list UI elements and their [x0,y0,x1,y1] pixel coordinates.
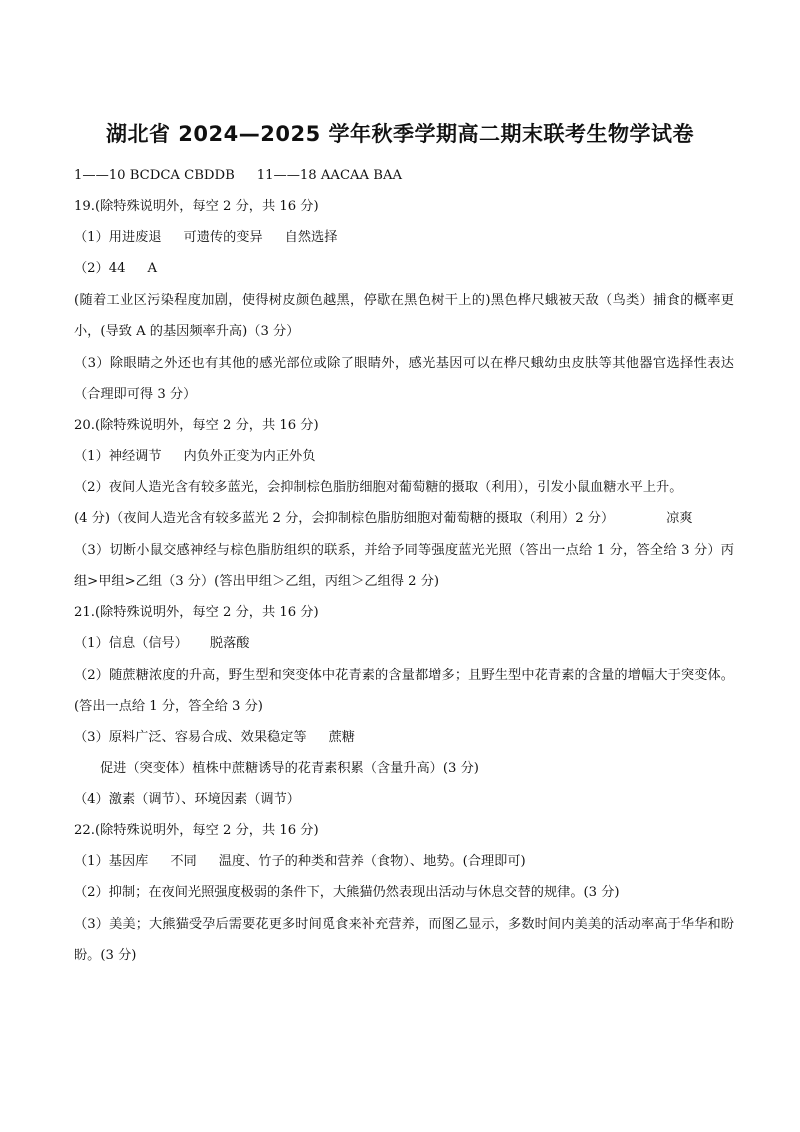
q21-part1 [74,634,734,654]
q19-part2-answer-a: （2）44 [74,261,126,276]
document-title: 湖北省 2024—2025 学年秋季学期高二期末联考生物学试卷 [105,122,694,146]
q19-part1-answer-b: 可遗传的变异 [183,230,263,245]
q21-part1-answer-a: （1）信息（信号） [74,636,188,651]
q21-part4: （4）激素（调节）、环境因素（调节） [74,792,300,807]
q19-header: 19.(除特殊说明外，每空 2 分，共 16 分) [74,199,319,214]
answer-content [74,166,734,977]
q21-part2: （2）随蔗糖浓度的升高，野生型和突变体中花青素的含量都增多；且野生型中花青素的含量的增幅大于突变体。(答出一点给 1 分，答全给 3 分) [74,668,734,714]
q21-part3-continued: 促进（突变体）植株中蔗糖诱导的花青素积累（含量升高）(3 分) [100,761,479,776]
q22-part1-answer-a: （1）基因库 [74,854,149,869]
q20-header: 20.(除特殊说明外，每空 2 分，共 16 分) [74,418,319,433]
q21-part3-answer-a: （3）原料广泛、容易合成、效果稳定等 [74,730,307,745]
q20-part2-scoring [74,509,734,529]
q21-header: 21.(除特殊说明外，每空 2 分，共 16 分) [74,605,319,620]
q20-part2-scoring-text: (4 分)（夜间人造光含有较多蓝光 2 分，会抑制棕色脂肪细胞对葡萄糖的摄取（利用）2 分） [74,511,615,526]
q22-part3: （3）美美；大熊猫受孕后需要花更多时间觅食来补充营养，而图乙显示，多数时间内美美的活动率高于华华和盼盼。(3 分) [74,917,734,963]
q19-part2-explanation: (随着工业区污染程度加剧，使得树皮颜色越黑，停歇在黑色树干上的)黑色桦尺蛾被天敌（鸟类）捕食的概率更小，(导致 A 的基因频率升高)（3 分） [74,293,734,339]
q21-part3-answer-b: 蔗糖 [328,730,355,745]
q19-part1-answer-a: （1）用进废退 [74,230,162,245]
mc-answers [74,166,734,186]
q20-part3: （3）切断小鼠交感神经与棕色脂肪组织的联系，并给予同等强度蓝光光照（答出一点给 1 分，答全给 3 分）丙组>甲组>乙组（3 分）(答出甲组＞乙组，丙组＞乙组得 2 分) [74,543,734,589]
q22-part1-answer-c: 温度、竹子的种类和营养（食物）、地势。(合理即可) [218,854,526,869]
q22-header: 22.(除特殊说明外，每空 2 分，共 16 分) [74,823,319,838]
q19-part2 [74,259,734,279]
q19-part1-answer-c: 自然选择 [284,230,338,245]
q22-part2: （2）抑制；在夜间光照强度极弱的条件下，大熊猫仍然表现出活动与休息交替的规律。(3 分) [74,885,620,900]
q22-part1-answer-b: 不同 [170,854,197,869]
q22-part1 [74,852,734,872]
q19-part1 [74,228,734,248]
q20-part1-answer-a: （1）神经调节 [74,449,162,464]
q20-part2-answer-b: 凉爽 [666,511,693,526]
q21-part3 [74,728,734,748]
q20-part1-answer-b: 内负外正变为内正外负 [183,449,316,464]
q21-part1-answer-b: 脱落酸 [209,636,250,651]
q20-part1 [74,447,734,467]
q20-part2: （2）夜间人造光含有较多蓝光，会抑制棕色脂肪细胞对葡萄糖的摄取（利用），引发小鼠血糖水平上升。 [74,480,683,495]
mc-answers-11-18: 11——18 AACAA BAA [256,168,403,183]
q19-part2-answer-b: A [147,261,158,276]
q19-part3: （3）除眼睛之外还也有其他的感光部位或除了眼睛外，感光基因可以在桦尺蛾幼虫皮肤等其他器官选择性表达（合理即可得 3 分） [74,356,734,402]
mc-answers-1-10: 1——10 BCDCA CBDDB [74,168,235,183]
